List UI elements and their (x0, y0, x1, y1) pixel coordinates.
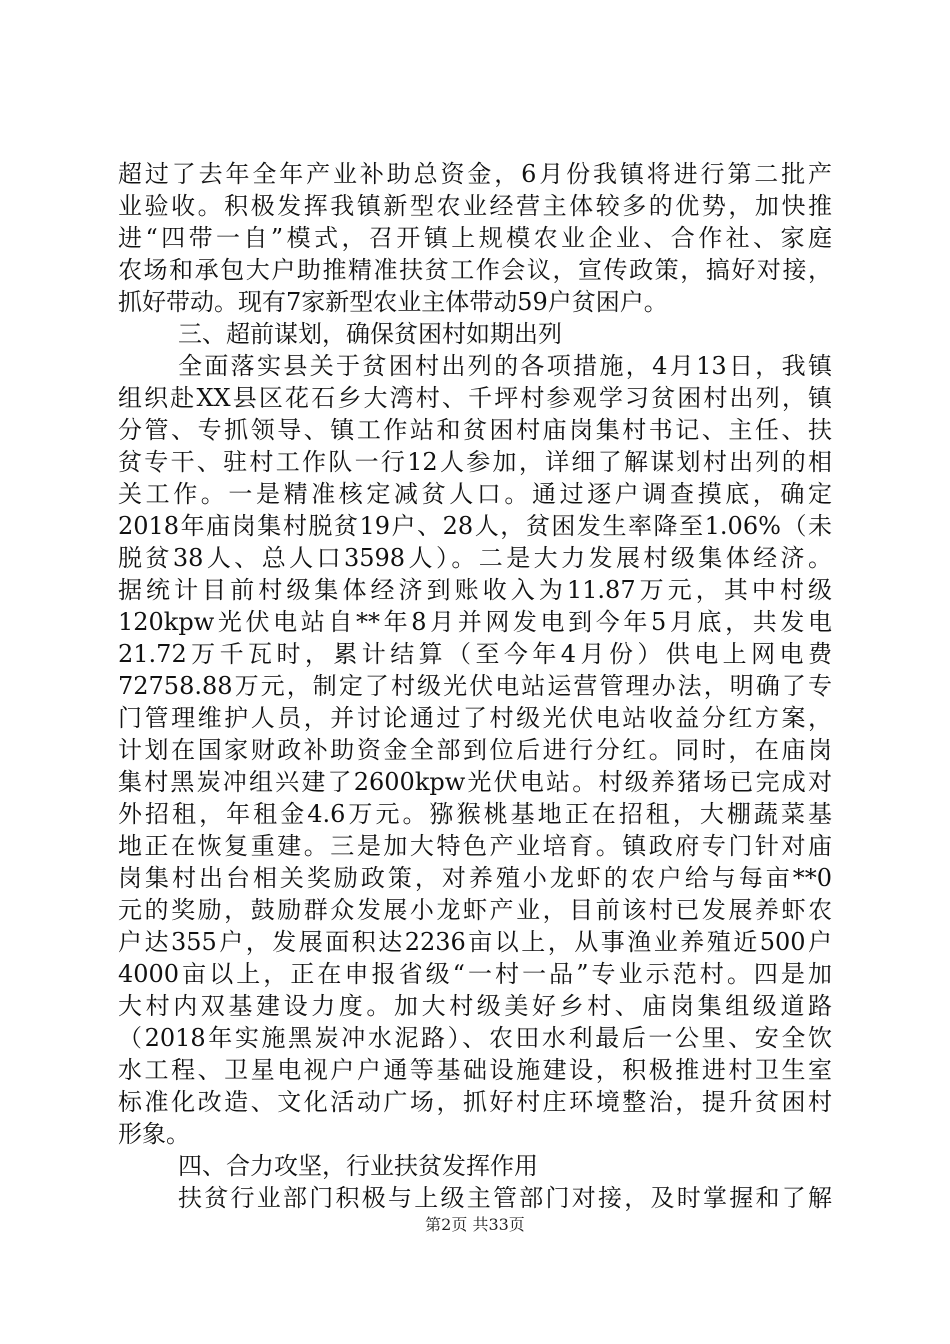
text-line: 三、超前谋划，确保贫困村如期出列 (178, 320, 562, 348)
text-line: 组织赴XX县区花石乡大湾村、千坪村参观学习贫困村出列，镇 (118, 384, 832, 412)
text-line: 门管理维护人员，并讨论通过了村级光伏电站收益分红方案， (118, 704, 832, 732)
text-line: 地正在恢复重建。三是加大特色产业培育。镇政府专门针对庙 (118, 832, 832, 860)
text-line: 4000亩以上，正在申报省级“一村一品”专业示范村。四是加 (118, 960, 832, 988)
text-line: 四、合力攻坚，行业扶贫发挥作用 (178, 1152, 538, 1180)
text-line: 超过了去年全年产业补助总资金，6月份我镇将进行第二批产 (118, 160, 832, 188)
text-line: 72758.88万元，制定了村级光伏电站运营管理办法，明确了专 (118, 672, 832, 700)
text-line: 集村黑炭冲组兴建了2600kpw光伏电站。村级养猪场已完成对 (118, 768, 832, 796)
text-line: 标准化改造、文化活动广场，抓好村庄环境整治，提升贫困村 (118, 1088, 832, 1116)
text-line: 贫专干、驻村工作队一行12人参加，详细了解谋划村出列的相 (118, 448, 832, 476)
text-line: 计划在国家财政补助资金全部到位后进行分红。同时，在庙岗 (118, 736, 832, 764)
text-line: 脱贫38人、总人口3598人）。二是大力发展村级集体经济。 (118, 544, 832, 572)
document-body (118, 158, 832, 1214)
text-line: 全面落实县关于贫困村出列的各项措施，4月13日，我镇 (178, 352, 832, 380)
text-line: 元的奖励，鼓励群众发展小龙虾产业，目前该村已发展养虾农 (118, 896, 832, 924)
text-line: 进“四带一自”模式，召开镇上规模农业企业、合作社、家庭 (118, 224, 832, 252)
text-line: 抓好带动。现有7家新型农业主体带动59户贫困户。 (118, 288, 668, 316)
text-line: 关工作。一是精准核定减贫人口。通过逐户调查摸底，确定 (118, 480, 832, 508)
text-line: 形象。 (118, 1120, 190, 1148)
text-line: 业验收。积极发挥我镇新型农业经营主体较多的优势，加快推 (118, 192, 832, 220)
text-line: 扶贫行业部门积极与上级主管部门对接，及时掌握和了解 (178, 1184, 832, 1212)
text-line: 2018年庙岗集村脱贫19户、28人，贫困发生率降至1.06%（未 (118, 512, 832, 540)
text-line: 农场和承包大户助推精准扶贫工作会议，宣传政策，搞好对接， (118, 256, 832, 284)
text-line: 120kpw光伏电站自**年8月并网发电到今年5月底，共发电 (118, 608, 832, 636)
text-line: 岗集村出台相关奖励政策，对养殖小龙虾的农户给与每亩**0 (118, 864, 832, 892)
page-footer: 第2页 共33页 (425, 1215, 525, 1234)
text-line: （2018年实施黑炭冲水泥路）、农田水利最后一公里、安全饮 (118, 1024, 832, 1052)
text-line: 据统计目前村级集体经济到账收入为11.87万元，其中村级 (118, 576, 832, 604)
text-line: 水工程、卫星电视户户通等基础设施建设，积极推进村卫生室 (118, 1056, 832, 1084)
text-line: 21.72万千瓦时，累计结算（至今年4月份）供电上网电费 (118, 640, 832, 668)
text-line: 大村内双基建设力度。加大村级美好乡村、庙岗集组级道路 (118, 992, 832, 1020)
text-line: 分管、专抓领导、镇工作站和贫困村庙岗集村书记、主任、扶 (118, 416, 832, 444)
text-line: 户达355户，发展面积达2236亩以上，从事渔业养殖近500户 (118, 928, 832, 956)
text-line: 外招租，年租金4.6万元。猕猴桃基地正在招租，大棚蔬菜基 (118, 800, 832, 828)
